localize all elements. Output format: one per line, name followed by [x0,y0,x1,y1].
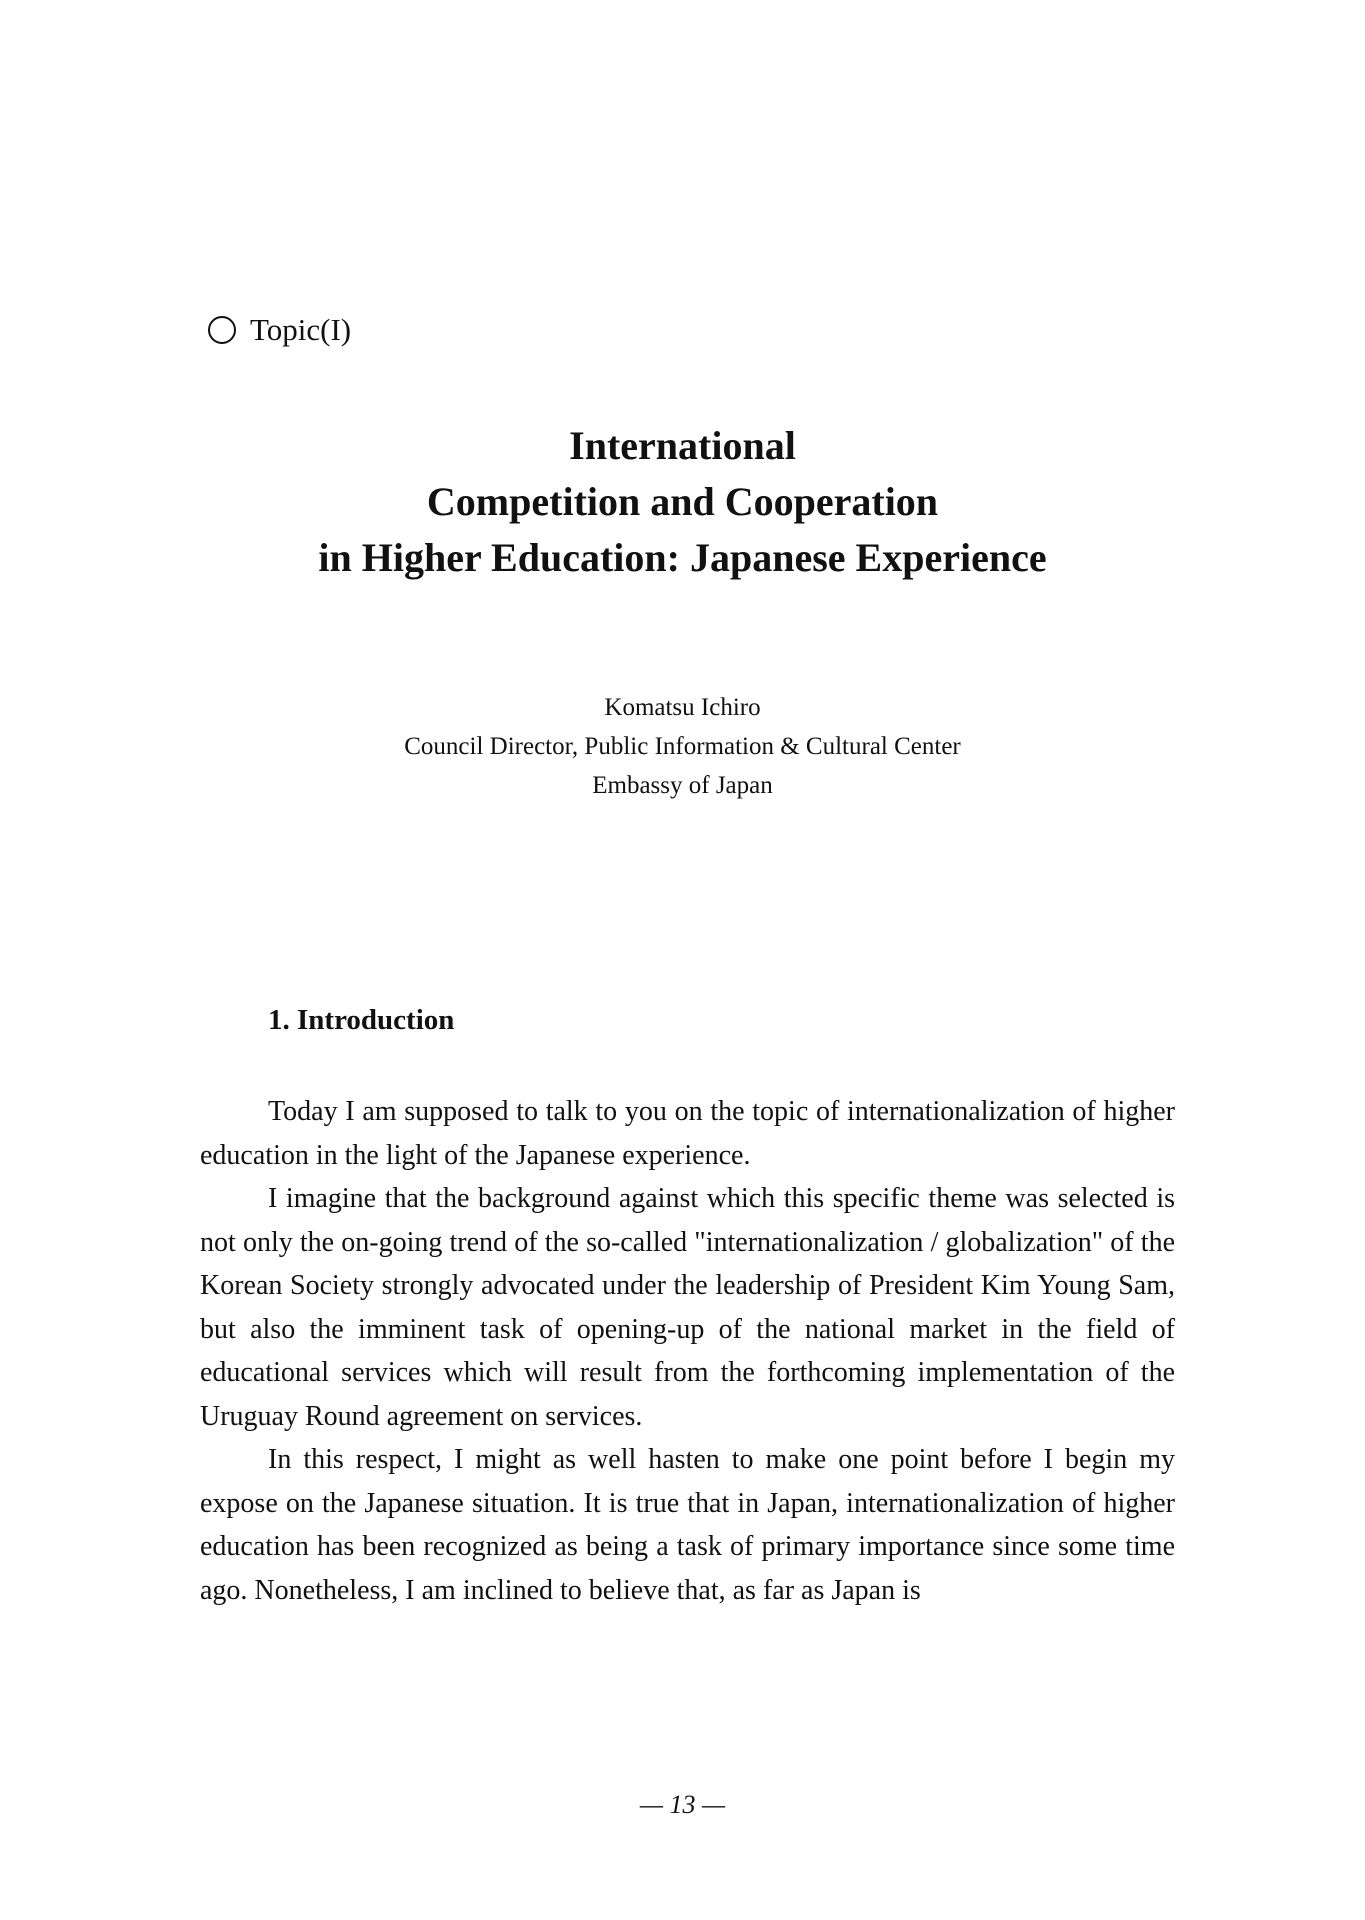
section-heading: 1. Introduction [268,1004,455,1036]
document-title [200,418,1165,586]
author-position: Council Director, Public Information & Cultural Center [404,733,961,760]
author-block [200,688,1165,805]
paragraph: I imagine that the background against which this specific theme was selected is not only the on-going trend of the so-called "internationalization / globalization" of the Korean Society strongly advocated under the leadership of President Kim Young Sam, but also the imminent task of opening-up of the national market in the field of educational services which will result from the forthcoming implementation of the Uruguay Round agreement on services. [200,1183,1175,1432]
title-line: in Higher Education: Japanese Experience [318,535,1047,580]
title-line: Competition and Cooperation [426,479,939,524]
topic-marker [208,312,351,348]
topic-label: Topic(I) [250,312,352,347]
title-line: International [569,423,796,468]
section-body [200,1090,1175,1612]
circle-bullet-icon [208,316,236,344]
author-organization: Embassy of Japan [592,772,773,799]
paragraph: Today I am supposed to talk to you on the topic of internationalization of higher education in the light of the Japanese experience. [200,1096,1175,1171]
author-name: Komatsu Ichiro [604,694,761,721]
page-number: — 13 — [639,1790,726,1819]
paragraph: In this respect, I might as well hasten to make one point before I begin my expose on the Japanese situation. It is true that in Japan, internationalization of higher education has been recognized as being a task of primary importance since some time ago. Nonetheless, I am inclined to believe that, as far as Japan is [200,1444,1175,1606]
